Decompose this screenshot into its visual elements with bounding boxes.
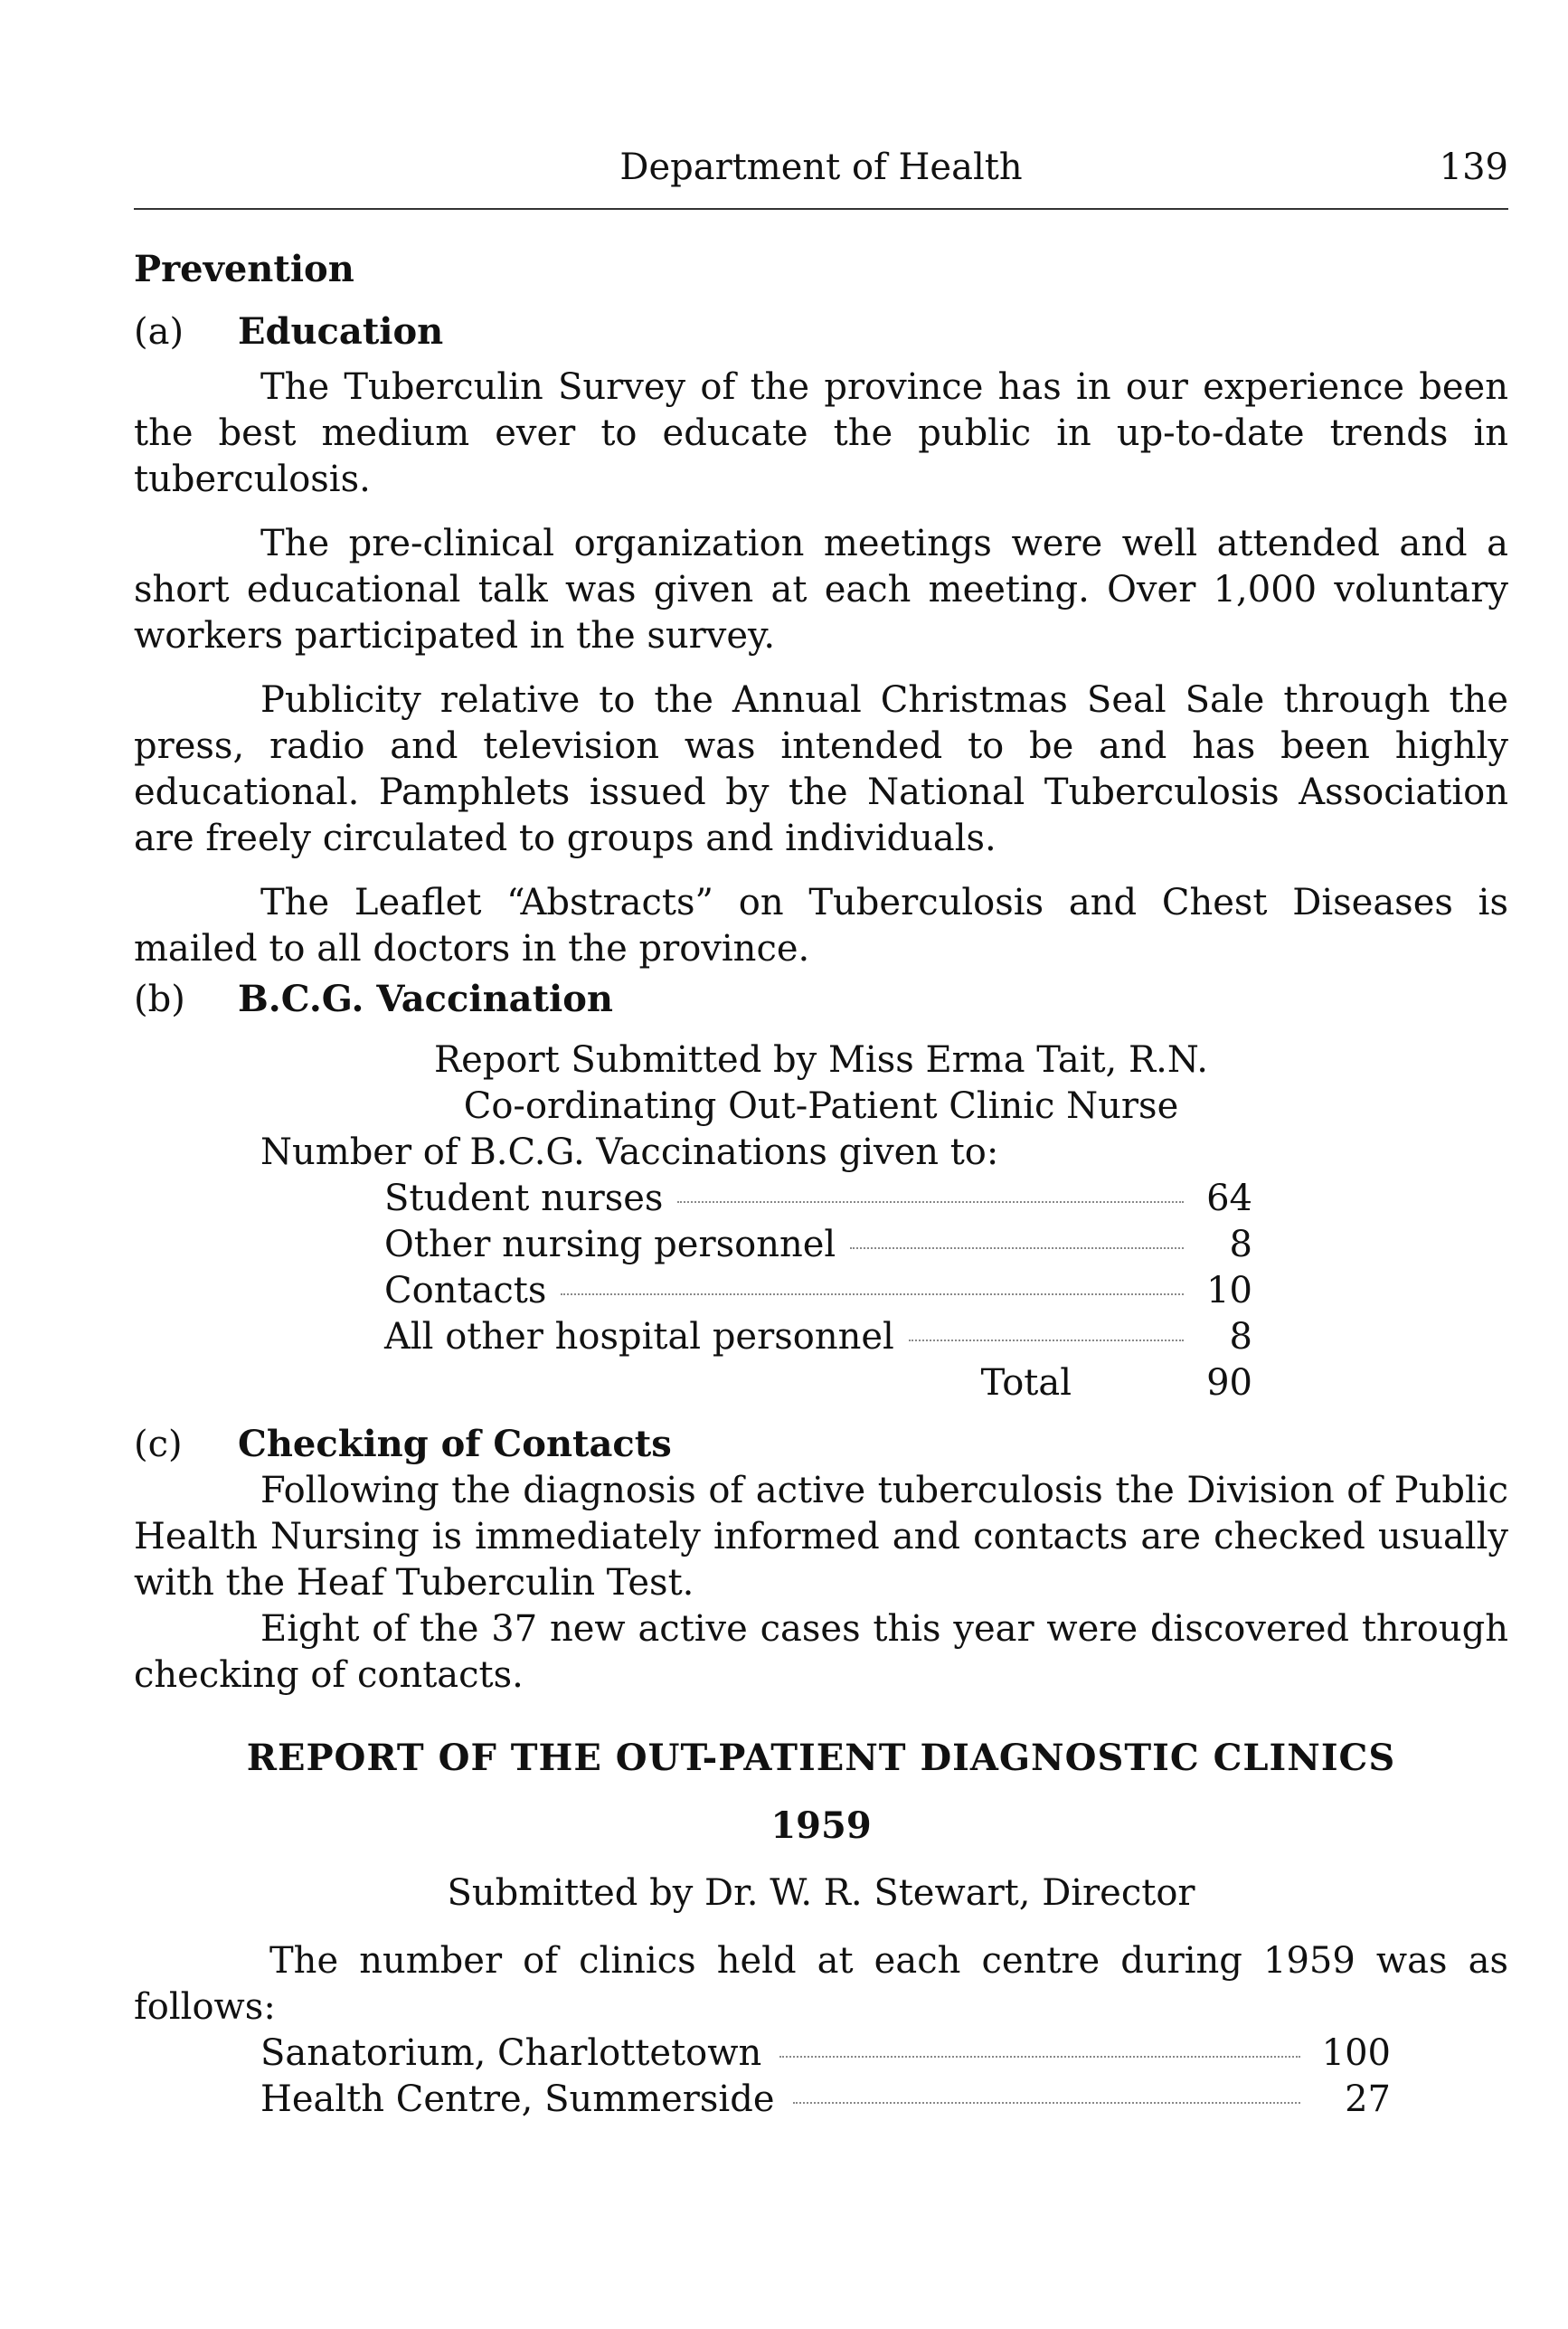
row-value: 8	[1229, 1316, 1252, 1358]
dot-leader	[850, 1247, 1184, 1249]
subsection-bcg-heading	[134, 976, 1508, 1023]
subsection-label: B.C.G. Vaccination	[238, 978, 613, 1020]
vaccination-row	[384, 1268, 1252, 1314]
clinic-count: 27	[1345, 2078, 1391, 2120]
subsection-label: Education	[238, 310, 444, 353]
row-value: 8	[1229, 1224, 1252, 1265]
page-number: 139	[1439, 147, 1508, 188]
dot-leader	[677, 1201, 1184, 1203]
subsection-label: Checking of Contacts	[238, 1423, 672, 1465]
paragraph: Following the diagnosis of active tuberculosis the Division of Public Health Nursing is immediately informed and contacts are checked usually with the Heaf Tuberculin Test.	[134, 1470, 1508, 1604]
report-title: REPORT OF THE OUT-PATIENT DIAGNOSTIC CLINICS	[246, 1737, 1396, 1779]
row-label: All other hospital personnel	[384, 1316, 894, 1358]
report-submitted-by: Submitted by Dr. W. R. Stewart, Director	[447, 1872, 1195, 1914]
report-year: 1959	[770, 1804, 872, 1847]
row-value: 10	[1206, 1270, 1252, 1311]
clinic-name: Health Centre, Summerside	[260, 2078, 775, 2120]
clinic-row	[260, 2031, 1391, 2077]
row-label: Contacts	[384, 1270, 547, 1311]
row-label: Other nursing personnel	[384, 1224, 836, 1265]
running-header-title: Department of Health	[619, 147, 1023, 188]
paragraph: The number of clinics held at each centre during 1959 was as follows:	[134, 1940, 1508, 2028]
total-value: 90	[1206, 1362, 1252, 1404]
report-byline: Report Submitted by Miss Erma Tait, R.N.	[434, 1039, 1208, 1081]
paragraph: The Leaflet “Abstracts” on Tuberculosis and Chest Diseases is mailed to all doctors in the province.	[134, 882, 1508, 970]
section-heading-prevention: Prevention	[134, 248, 354, 290]
subsection-marker: (b)	[134, 979, 185, 1020]
dot-leader	[909, 1340, 1184, 1341]
subsection-education-heading	[134, 308, 1508, 355]
dot-leader	[793, 2102, 1301, 2104]
running-header	[134, 145, 1508, 199]
subsection-marker: (a)	[134, 311, 184, 353]
row-label: Student nurses	[384, 1178, 664, 1219]
vaccination-row	[384, 1314, 1252, 1360]
report-byline-role: Co-ordinating Out-Patient Clinic Nurse	[463, 1085, 1179, 1127]
paragraph: Eight of the 37 new active cases this year were discovered through checking of contacts.	[134, 1608, 1508, 1696]
header-rule	[134, 208, 1508, 210]
paragraph: The pre-clinical organization meetings were well attended and a short educational talk was given at each meeting. Over 1,000 voluntary workers participated in the survey.	[134, 523, 1508, 657]
subsection-contacts-heading	[134, 1421, 1508, 1468]
total-label: Total	[980, 1362, 1072, 1404]
row-value: 64	[1206, 1178, 1252, 1219]
vaccination-row	[384, 1176, 1252, 1222]
clinic-row	[260, 2077, 1391, 2123]
clinic-name: Sanatorium, Charlottetown	[260, 2032, 762, 2074]
document-page	[134, 145, 1508, 2123]
vaccination-row	[384, 1222, 1252, 1268]
paragraph: Publicity relative to the Annual Christmas Seal Sale through the press, radio and television was intended to be and has been highly educational. Pamphlets issued by the National Tuberculosis Association are freely circulated to groups and individuals.	[134, 679, 1508, 859]
vaccination-total-row	[384, 1360, 1252, 1406]
subsection-marker: (c)	[134, 1424, 183, 1465]
paragraph: The Tuberculin Survey of the province has in our experience been the best medium ever to educate the public in up-to-date trends in tuberculosis.	[134, 366, 1508, 500]
dot-leader	[561, 1293, 1184, 1295]
vaccination-intro: Number of B.C.G. Vaccinations given to:	[260, 1131, 999, 1173]
clinic-count: 100	[1321, 2032, 1391, 2074]
dot-leader	[779, 2056, 1300, 2058]
